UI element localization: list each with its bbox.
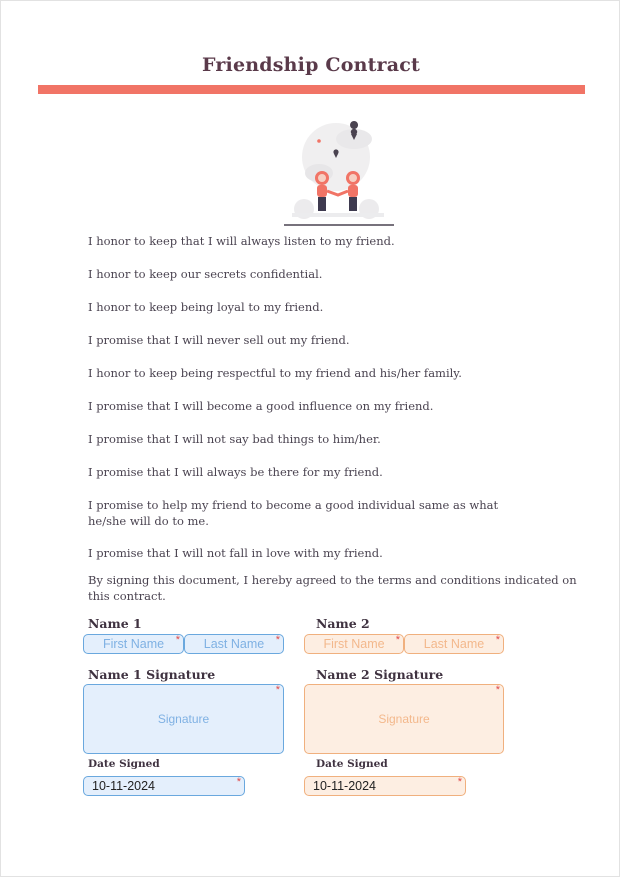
- last-name-placeholder: Last Name: [203, 637, 265, 651]
- clause-item: I promise to help my friend to become a good individual same as what he/she will do to me.: [88, 498, 499, 528]
- clause-item: I promise that I will become a good influence on my friend.: [88, 399, 434, 413]
- clause-item: I honor to keep our secrets confidential.: [88, 267, 323, 281]
- first-name-placeholder: First Name: [102, 637, 165, 651]
- agreement-text: By signing this document, I hereby agreed to the terms and conditions indicated on this contract.: [88, 573, 577, 603]
- clause-item: I promise that I will always be there for my friend.: [88, 465, 383, 479]
- document-title: Friendship Contract: [201, 54, 421, 76]
- clause-item: I promise that I will not fall in love with my friend.: [88, 546, 383, 560]
- name2-label: Name 2: [316, 616, 370, 631]
- handshake-illustration-icon: [284, 115, 394, 227]
- required-mark: *: [236, 776, 241, 788]
- clause-item: I honor to keep being respectful to my friend and his/her family.: [88, 366, 462, 380]
- name1-date-label: Date Signed: [88, 758, 160, 770]
- date-value: 10-11-2024: [313, 779, 377, 793]
- name2-signature-label: Name 2 Signature: [316, 667, 444, 682]
- required-mark: *: [495, 684, 500, 696]
- name2-date-label: Date Signed: [316, 758, 388, 770]
- name1-signature-field[interactable]: [83, 684, 284, 754]
- name2-signature-field[interactable]: [304, 684, 504, 754]
- date-value: 10-11-2024: [92, 779, 156, 793]
- title-accent-bar: [38, 85, 585, 94]
- name2-date-input[interactable]: [304, 776, 466, 796]
- name1-last-name-input[interactable]: [184, 634, 284, 654]
- signature-placeholder: Signature: [378, 712, 430, 726]
- name1-signature-label: Name 1 Signature: [88, 667, 216, 682]
- name2-last-name-input[interactable]: [404, 634, 504, 654]
- name1-date-input[interactable]: [83, 776, 245, 796]
- name1-label: Name 1: [88, 616, 142, 631]
- required-mark: *: [175, 634, 180, 646]
- clause-item: I honor to keep being loyal to my friend.: [88, 300, 324, 314]
- name1-first-name-input[interactable]: [83, 634, 184, 654]
- required-mark: *: [275, 684, 280, 696]
- clause-item: I honor to keep that I will always listen to my friend.: [88, 234, 395, 248]
- required-mark: *: [275, 634, 280, 646]
- clause-item: I promise that I will never sell out my friend.: [88, 333, 350, 347]
- signature-placeholder: Signature: [157, 712, 210, 726]
- required-mark: *: [395, 634, 400, 646]
- first-name-placeholder: First Name: [323, 637, 385, 651]
- clause-list: [88, 233, 588, 578]
- required-mark: *: [457, 776, 462, 788]
- clause-item: I promise that I will not say bad things to him/her.: [88, 432, 381, 446]
- name2-first-name-input[interactable]: [304, 634, 404, 654]
- required-mark: *: [495, 634, 500, 646]
- last-name-placeholder: Last Name: [423, 637, 485, 651]
